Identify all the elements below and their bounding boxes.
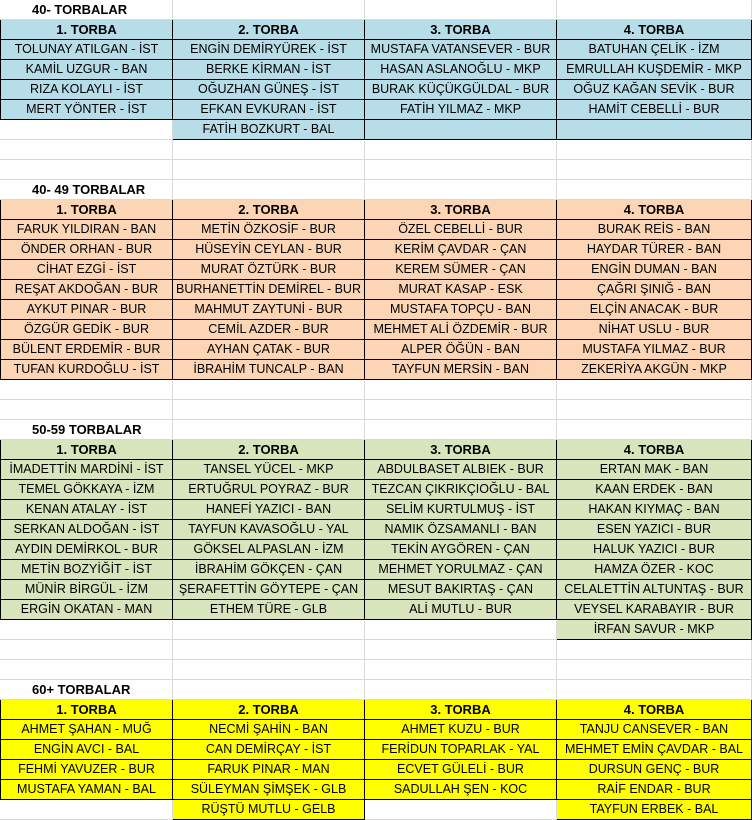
table-row: [0, 260, 752, 280]
table-cell[interactable]: [365, 800, 557, 820]
table-cell[interactable]: TEKİN AYGÖREN - ÇAN: [365, 540, 557, 560]
table-cell[interactable]: NİHAT USLU - BUR: [557, 320, 752, 340]
table-cell[interactable]: ELÇİN ANACAK - BUR: [557, 300, 752, 320]
table-cell[interactable]: METİN BOZYİĞİT - İST: [0, 560, 173, 580]
column-header[interactable]: 4. TORBA: [557, 440, 752, 460]
empty-cell[interactable]: [557, 660, 752, 680]
empty-cell[interactable]: [173, 640, 365, 660]
table-cell[interactable]: FATİH BOZKURT - BAL: [173, 120, 365, 140]
table-cell[interactable]: MÜNİR BİRGÜL - İZM: [0, 580, 173, 600]
table-row: [0, 600, 752, 620]
table-row: [0, 40, 752, 60]
column-header[interactable]: 2. TORBA: [173, 440, 365, 460]
empty-cell[interactable]: [557, 180, 752, 200]
table-cell[interactable]: ABDULBASET ALBIEK - BUR: [365, 460, 557, 480]
column-header[interactable]: 2. TORBA: [173, 20, 365, 40]
table-cell[interactable]: HAYDAR TÜRER - BAN: [557, 240, 752, 260]
empty-cell[interactable]: [173, 160, 365, 180]
table-cell[interactable]: TAYFUN KAVASOĞLU - YAL: [173, 520, 365, 540]
table-cell[interactable]: [0, 620, 173, 640]
empty-cell[interactable]: [365, 400, 557, 420]
empty-cell[interactable]: [173, 660, 365, 680]
table-cell[interactable]: BURAK KÜÇÜKGÜLDAL - BUR: [365, 80, 557, 100]
table-cell[interactable]: KAMİL UZGUR - BAN: [0, 60, 173, 80]
table-cell[interactable]: ÖZEL CEBELLİ - BUR: [365, 220, 557, 240]
table-cell[interactable]: ZEKERİYA AKGÜN - MKP: [557, 360, 752, 380]
table-row: [0, 580, 752, 600]
table-cell[interactable]: ALPER ÖĞÜN - BAN: [365, 340, 557, 360]
table-cell[interactable]: AHMET ŞAHAN - MUĞ: [0, 720, 173, 740]
empty-cell[interactable]: [365, 180, 557, 200]
table-row: [0, 560, 752, 580]
empty-cell[interactable]: [365, 140, 557, 160]
table-cell[interactable]: FARUK PINAR - MAN: [173, 760, 365, 780]
empty-cell[interactable]: [173, 420, 365, 440]
empty-cell[interactable]: [365, 0, 557, 20]
empty-cell[interactable]: [0, 660, 173, 680]
section-header-row: [0, 20, 752, 40]
table-cell[interactable]: SADULLAH ŞEN - KOC: [365, 780, 557, 800]
table-cell[interactable]: BURHANETTİN DEMİREL - BUR: [173, 280, 365, 300]
table-cell[interactable]: RAİF ENDAR - BUR: [557, 780, 752, 800]
table-cell[interactable]: MAHMUT ZAYTUNİ - BUR: [173, 300, 365, 320]
empty-cell[interactable]: [557, 420, 752, 440]
empty-cell[interactable]: [557, 160, 752, 180]
section-title-row: [0, 680, 752, 700]
column-header[interactable]: 1. TORBA: [0, 700, 173, 720]
table-cell[interactable]: BATUHAN ÇELİK - İZM: [557, 40, 752, 60]
empty-cell[interactable]: [0, 380, 173, 400]
table-cell[interactable]: HALUK YAZICI - BUR: [557, 540, 752, 560]
table-row: [0, 120, 752, 140]
table-cell[interactable]: SÜLEYMAN ŞİMŞEK - GLB: [173, 780, 365, 800]
table-cell[interactable]: HASAN ASLANOĞLU - MKP: [365, 60, 557, 80]
table-cell[interactable]: MEHMET ALİ ÖZDEMİR - BUR: [365, 320, 557, 340]
table-cell[interactable]: MUSTAFA YILMAZ - BUR: [557, 340, 752, 360]
table-row: [0, 720, 752, 740]
column-header[interactable]: 3. TORBA: [365, 20, 557, 40]
empty-cell[interactable]: [173, 180, 365, 200]
table-cell[interactable]: KAAN ERDEK - BAN: [557, 480, 752, 500]
table-cell[interactable]: İBRAHİM GÖKÇEN - ÇAN: [173, 560, 365, 580]
table-cell[interactable]: MERT YÖNTER - İST: [0, 100, 173, 120]
table-cell[interactable]: TAYFUN ERBEK - BAL: [557, 800, 752, 820]
table-row: [0, 320, 752, 340]
table-cell[interactable]: RÜŞTÜ MUTLU - GELB: [173, 800, 365, 820]
empty-cell[interactable]: [0, 140, 173, 160]
table-cell[interactable]: ENGİN DEMİRYÜREK - İST: [173, 40, 365, 60]
table-cell[interactable]: HANEFİ YAZICI - BAN: [173, 500, 365, 520]
table-cell[interactable]: HAMZA ÖZER - KOC: [557, 560, 752, 580]
empty-cell[interactable]: [173, 0, 365, 20]
table-cell[interactable]: SERKAN ALDOĞAN - İST: [0, 520, 173, 540]
empty-cell[interactable]: [173, 140, 365, 160]
table-cell[interactable]: MUSTAFA TOPÇU - BAN: [365, 300, 557, 320]
empty-cell[interactable]: [365, 420, 557, 440]
table-cell[interactable]: BÜLENT ERDEMİR - BUR: [0, 340, 173, 360]
table-cell[interactable]: ETHEM TÜRE - GLB: [173, 600, 365, 620]
table-cell[interactable]: FARUK YILDIRAN - BAN: [0, 220, 173, 240]
table-row: [0, 460, 752, 480]
table-cell[interactable]: OĞUZHAN GÜNEŞ - İST: [173, 80, 365, 100]
empty-cell[interactable]: [365, 680, 557, 700]
table-row: [0, 780, 752, 800]
table-row: [0, 60, 752, 80]
table-row: [0, 620, 752, 640]
table-cell[interactable]: BERKE KİRMAN - İST: [173, 60, 365, 80]
empty-cell[interactable]: [173, 400, 365, 420]
empty-cell[interactable]: [0, 640, 173, 660]
section-header-row: [0, 440, 752, 460]
table-cell[interactable]: ERTUĞRUL POYRAZ - BUR: [173, 480, 365, 500]
empty-cell[interactable]: [173, 680, 365, 700]
column-header[interactable]: 4. TORBA: [557, 20, 752, 40]
empty-cell[interactable]: [173, 380, 365, 400]
table-cell[interactable]: TAYFUN MERSİN - BAN: [365, 360, 557, 380]
table-row: [0, 240, 752, 260]
section-title[interactable]: 40- 49 TORBALAR: [0, 180, 173, 200]
spacer-row: [0, 400, 752, 420]
table-cell[interactable]: MEHMET EMİN ÇAVDAR - BAL: [557, 740, 752, 760]
column-header[interactable]: 3. TORBA: [365, 440, 557, 460]
section-title-row: [0, 180, 752, 200]
column-header[interactable]: 1. TORBA: [0, 440, 173, 460]
section-title[interactable]: 40- TORBALAR: [0, 0, 173, 20]
table-cell[interactable]: FEHMİ YAVUZER - BUR: [0, 760, 173, 780]
table-cell[interactable]: [557, 120, 752, 140]
table-cell[interactable]: TEMEL GÖKKAYA - İZM: [0, 480, 173, 500]
table-row: [0, 220, 752, 240]
table-cell[interactable]: CİHAT EZGİ - İST: [0, 260, 173, 280]
table-row: [0, 360, 752, 380]
table-cell[interactable]: NECMİ ŞAHİN - BAN: [173, 720, 365, 740]
section-title-row: [0, 0, 752, 20]
table-cell[interactable]: [0, 120, 173, 140]
table-row: [0, 540, 752, 560]
column-header[interactable]: 1. TORBA: [0, 200, 173, 220]
spacer-row: [0, 380, 752, 400]
table-row: [0, 500, 752, 520]
table-row: [0, 280, 752, 300]
table-cell[interactable]: ERGİN OKATAN - MAN: [0, 600, 173, 620]
spacer-row: [0, 660, 752, 680]
table-cell[interactable]: AYKUT PINAR - BUR: [0, 300, 173, 320]
table-cell[interactable]: MURAT KASAP - ESK: [365, 280, 557, 300]
table-row: [0, 480, 752, 500]
section-title-row: [0, 420, 752, 440]
table-cell[interactable]: DURSUN GENÇ - BUR: [557, 760, 752, 780]
table-cell[interactable]: CAN DEMİRÇAY - İST: [173, 740, 365, 760]
table-cell[interactable]: CEMİL AZDER - BUR: [173, 320, 365, 340]
spacer-row: [0, 160, 752, 180]
empty-cell[interactable]: [557, 140, 752, 160]
table-cell[interactable]: CELALETTİN ALTUNTAŞ - BUR: [557, 580, 752, 600]
table-cell[interactable]: HÜSEYİN CEYLAN - BUR: [173, 240, 365, 260]
empty-cell[interactable]: [557, 640, 752, 660]
column-header[interactable]: 2. TORBA: [173, 700, 365, 720]
column-header[interactable]: 4. TORBA: [557, 200, 752, 220]
empty-cell[interactable]: [557, 400, 752, 420]
table-cell[interactable]: ALİ MUTLU - BUR: [365, 600, 557, 620]
empty-cell[interactable]: [365, 380, 557, 400]
table-cell[interactable]: ESEN YAZICI - BUR: [557, 520, 752, 540]
table-cell[interactable]: ÖNDER ORHAN - BUR: [0, 240, 173, 260]
table-cell[interactable]: [173, 620, 365, 640]
table-cell[interactable]: İRFAN SAVUR - MKP: [557, 620, 752, 640]
table-row: [0, 300, 752, 320]
table-row: [0, 80, 752, 100]
spacer-row: [0, 140, 752, 160]
table-cell[interactable]: TANSEL YÜCEL - MKP: [173, 460, 365, 480]
empty-cell[interactable]: [0, 160, 173, 180]
table-cell[interactable]: HAMİT CEBELLİ - BUR: [557, 100, 752, 120]
table-cell[interactable]: FERİDUN TOPARLAK - YAL: [365, 740, 557, 760]
table-cell[interactable]: EMRULLAH KUŞDEMİR - MKP: [557, 60, 752, 80]
table-cell[interactable]: FATİH YILMAZ - MKP: [365, 100, 557, 120]
table-cell[interactable]: HAKAN KIYMAÇ - BAN: [557, 500, 752, 520]
table-row: [0, 520, 752, 540]
table-cell[interactable]: MUSTAFA YAMAN - BAL: [0, 780, 173, 800]
column-header[interactable]: 1. TORBA: [0, 20, 173, 40]
table-cell[interactable]: ŞERAFETTİN GÖYTEPE - ÇAN: [173, 580, 365, 600]
table-cell[interactable]: NAMIK ÖZSAMANLI - BAN: [365, 520, 557, 540]
section-header-row: [0, 700, 752, 720]
column-header[interactable]: 2. TORBA: [173, 200, 365, 220]
empty-cell[interactable]: [365, 660, 557, 680]
table-cell[interactable]: ÖZGÜR GEDİK - BUR: [0, 320, 173, 340]
column-header[interactable]: 3. TORBA: [365, 200, 557, 220]
table-cell[interactable]: MUSTAFA VATANSEVER - BUR: [365, 40, 557, 60]
empty-cell[interactable]: [365, 640, 557, 660]
table-cell[interactable]: RIZA KOLAYLI - İST: [0, 80, 173, 100]
table-cell[interactable]: EFKAN EVKURAN - İST: [173, 100, 365, 120]
table-cell[interactable]: [0, 800, 173, 820]
table-cell[interactable]: ECVET GÜLELİ - BUR: [365, 760, 557, 780]
table-row: [0, 760, 752, 780]
table-cell[interactable]: SELİM KURTULMUŞ - İST: [365, 500, 557, 520]
table-cell[interactable]: TEZCAN ÇIKRIKÇIOĞLU - BAL: [365, 480, 557, 500]
table-cell[interactable]: İMADETTİN MARDİNİ - İST: [0, 460, 173, 480]
column-header[interactable]: 3. TORBA: [365, 700, 557, 720]
table-cell[interactable]: MESUT BAKIRTAŞ - ÇAN: [365, 580, 557, 600]
table-cell[interactable]: MURAT ÖZTÜRK - BUR: [173, 260, 365, 280]
empty-cell[interactable]: [557, 680, 752, 700]
table-cell[interactable]: AYHAN ÇATAK - BUR: [173, 340, 365, 360]
table-row: [0, 100, 752, 120]
table-row: [0, 340, 752, 360]
table-cell[interactable]: KEREM SÜMER - ÇAN: [365, 260, 557, 280]
table-cell[interactable]: TUFAN KURDOĞLU - İST: [0, 360, 173, 380]
empty-cell[interactable]: [0, 400, 173, 420]
table-cell[interactable]: ÇAĞRI ŞINIĞ - BAN: [557, 280, 752, 300]
table-cell[interactable]: ENGİN AVCI - BAL: [0, 740, 173, 760]
table-cell[interactable]: METİN ÖZKOSİF - BUR: [173, 220, 365, 240]
table-cell[interactable]: AYDIN DEMİRKOL - BUR: [0, 540, 173, 560]
table-cell[interactable]: MEHMET YORULMAZ - ÇAN: [365, 560, 557, 580]
table-cell[interactable]: KERİM ÇAVDAR - ÇAN: [365, 240, 557, 260]
spacer-row: [0, 640, 752, 660]
table-cell[interactable]: KENAN ATALAY - İST: [0, 500, 173, 520]
section-title[interactable]: 60+ TORBALAR: [0, 680, 173, 700]
table-cell[interactable]: VEYSEL KARABAYIR - BUR: [557, 600, 752, 620]
table-cell[interactable]: ERTAN MAK - BAN: [557, 460, 752, 480]
table-cell[interactable]: REŞAT AKDOĞAN - BUR: [0, 280, 173, 300]
table-cell[interactable]: [365, 620, 557, 640]
table-row: [0, 740, 752, 760]
table-cell[interactable]: [365, 120, 557, 140]
table-cell[interactable]: TOLUNAY ATILGAN - İST: [0, 40, 173, 60]
table-cell[interactable]: BURAK REİS - BAN: [557, 220, 752, 240]
table-cell[interactable]: OĞUZ KAĞAN SEVİK - BUR: [557, 80, 752, 100]
table-cell[interactable]: GÖKSEL ALPASLAN - İZM: [173, 540, 365, 560]
empty-cell[interactable]: [557, 0, 752, 20]
table-cell[interactable]: TANJU CANSEVER - BAN: [557, 720, 752, 740]
empty-cell[interactable]: [365, 160, 557, 180]
table-cell[interactable]: ENGİN DUMAN - BAN: [557, 260, 752, 280]
empty-cell[interactable]: [557, 380, 752, 400]
table-cell[interactable]: İBRAHİM TUNCALP - BAN: [173, 360, 365, 380]
column-header[interactable]: 4. TORBA: [557, 700, 752, 720]
section-header-row: [0, 200, 752, 220]
table-row: [0, 800, 752, 820]
table-cell[interactable]: AHMET KUZU - BUR: [365, 720, 557, 740]
section-title[interactable]: 50-59 TORBALAR: [0, 420, 173, 440]
